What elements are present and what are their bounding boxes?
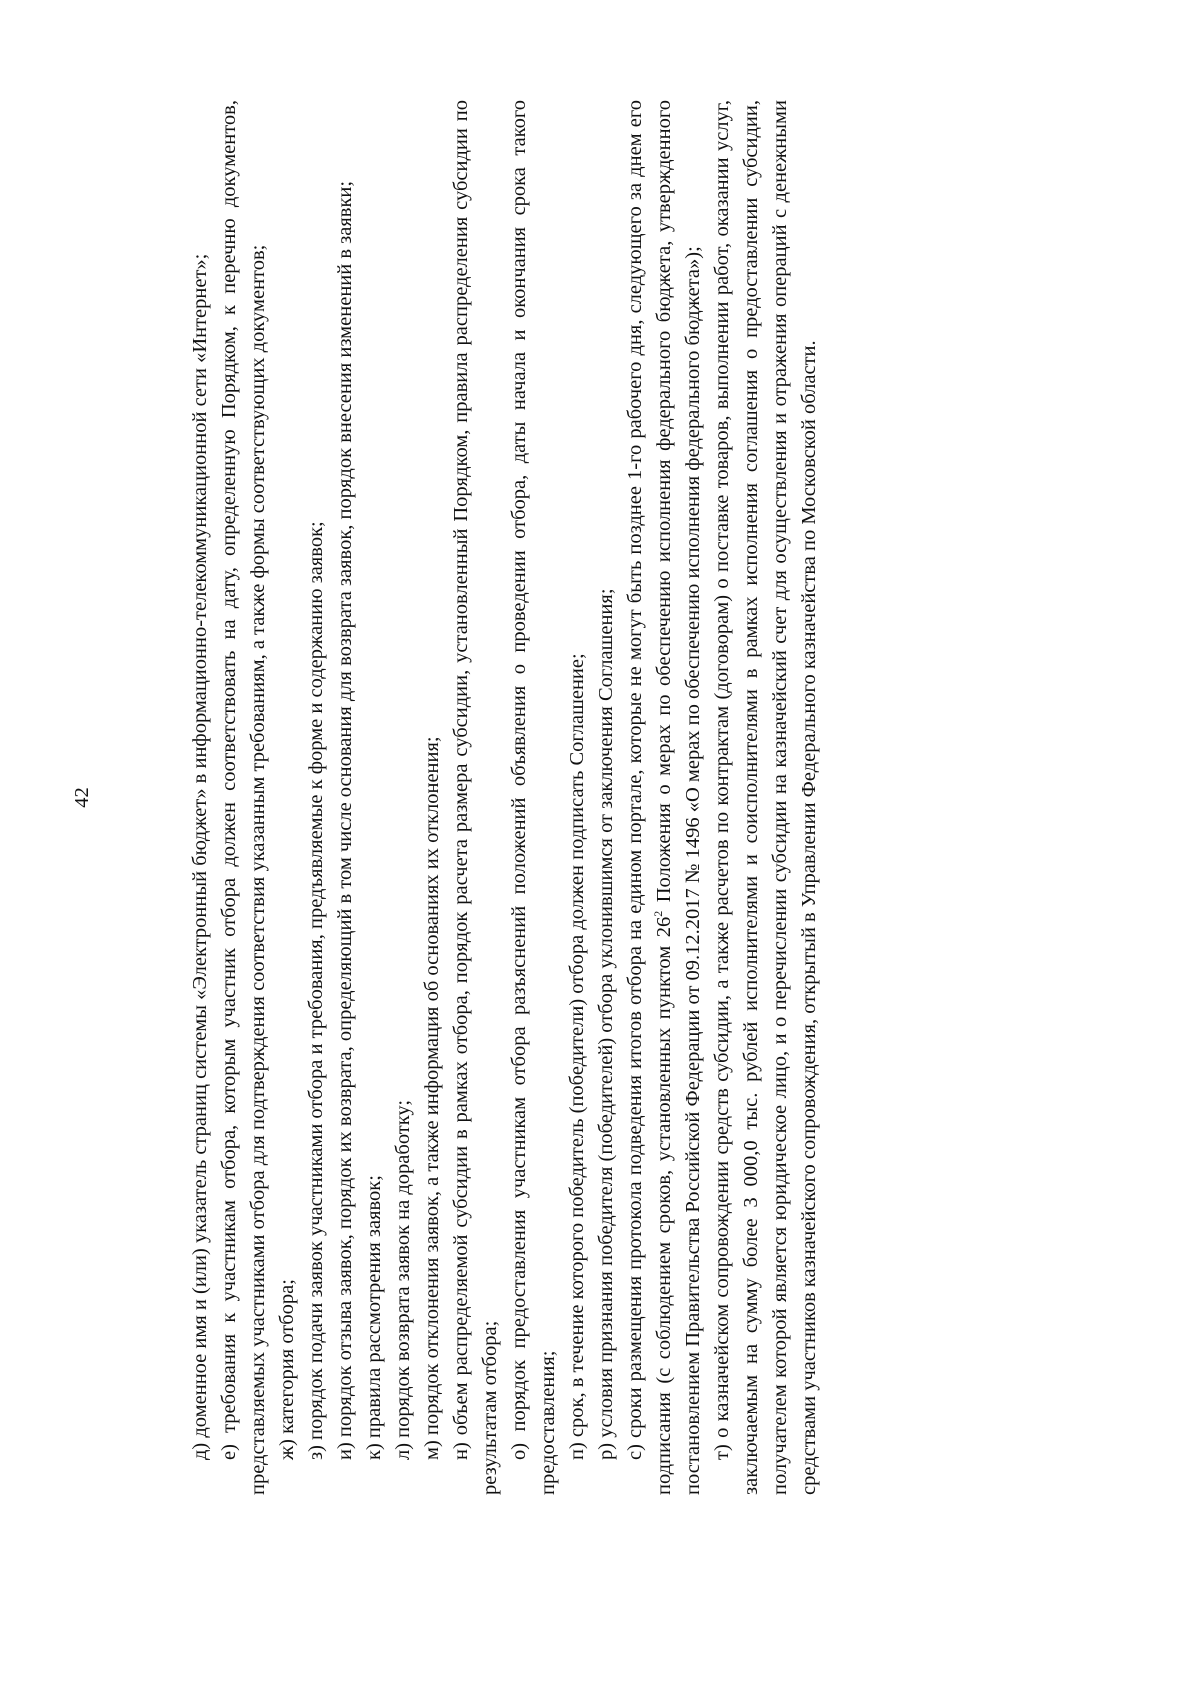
list-item-t: т) о казначейском сопровождении средств субсидии, а также расчетов по контрактам (договорам) о поставке товаров, выполнении работ, оказании услуг, заключаемым на сумму более 3 000,0 тыс. рублей исполнителями и соисполнителями в рамках исполнения соглашения о предоставлении субсидии, получателем которой является юридическое лицо, и о перечислении субсидии на казначейский счет для осуществления и отражения операций с денежными средствами участников казначейского сопровождения, открытый в Управлении Федерального казначейства по Московской области. — [711, 100, 820, 1495]
list-item-o: о) порядок предоставления участникам отбора разъяснений положений объявления о проведении отбора, даты начала и окончания срока такого предоставления; — [508, 100, 559, 1495]
list-item-s-text-before: с) сроки размещения протокола подведения итогов отбора на едином портале, которые не могут быть позднее 1-го рабочего дня, следующего за днем его подписания (с соблюдением сроков, установленных пунктом 26 — [624, 100, 675, 1495]
list-item-d: д) доменное имя и (или) указатель страниц системы «Электронный бюджет» в информационно-телекоммуникационной сети «Интернет»; — [189, 253, 211, 1460]
list-item-n: н) объем распределяемой субсидии в рамках отбора, порядок расчета размера субсидии, установленный Порядком, правила распределения субсидии по результатам отбора; — [450, 100, 501, 1495]
list-item-m: м) порядок отклонения заявок, а также информация об основаниях их отклонения; — [421, 736, 443, 1460]
list-item-l: л) порядок возврата заявок на доработку; — [392, 1099, 414, 1460]
list-item-k: к) правила рассмотрения заявок; — [363, 1175, 385, 1460]
list-item-s — [621, 100, 708, 1495]
list-item-r: р) условия признания победителя (победителей) отбора уклонившимся от заключения Соглашения; — [595, 588, 617, 1460]
list-item-zh: ж) категория отбора; — [276, 1279, 298, 1460]
page-number: 42 — [71, 787, 93, 808]
list-item-e: е) требования к участникам отбора, которым участник отбора должен соответствовать на дату, определенную Порядком, к перечню документов, представляемых участниками отбора для подтверждения соответствия указанным требованиям, а также формы соответствующих документов; — [218, 100, 269, 1495]
list-item-s-text-after: Положения о мерах по обеспечению исполнения федерального бюджета, утвержденного постановлением Правительства Российской Федерации от 09.12.2017 № 1496 «О мерах по обеспечению исполнения федерального бюджета»); — [653, 100, 704, 1495]
list-item-p: п) срок, в течение которого победитель (победители) отбора должен подписать Соглашение; — [566, 653, 588, 1460]
list-item-s-superscript: 2 — [651, 910, 665, 917]
rotated-page-content — [71, 100, 1086, 1495]
list-item-z: з) порядок подачи заявок участниками отбора и требования, предъявляемые к форме и содержанию заявок; — [305, 521, 327, 1460]
list-item-i: и) порядок отзыва заявок, порядок их возврата, определяющий в том числе основания для возврата заявок, порядок внесения изменений в заявки; — [334, 180, 356, 1460]
